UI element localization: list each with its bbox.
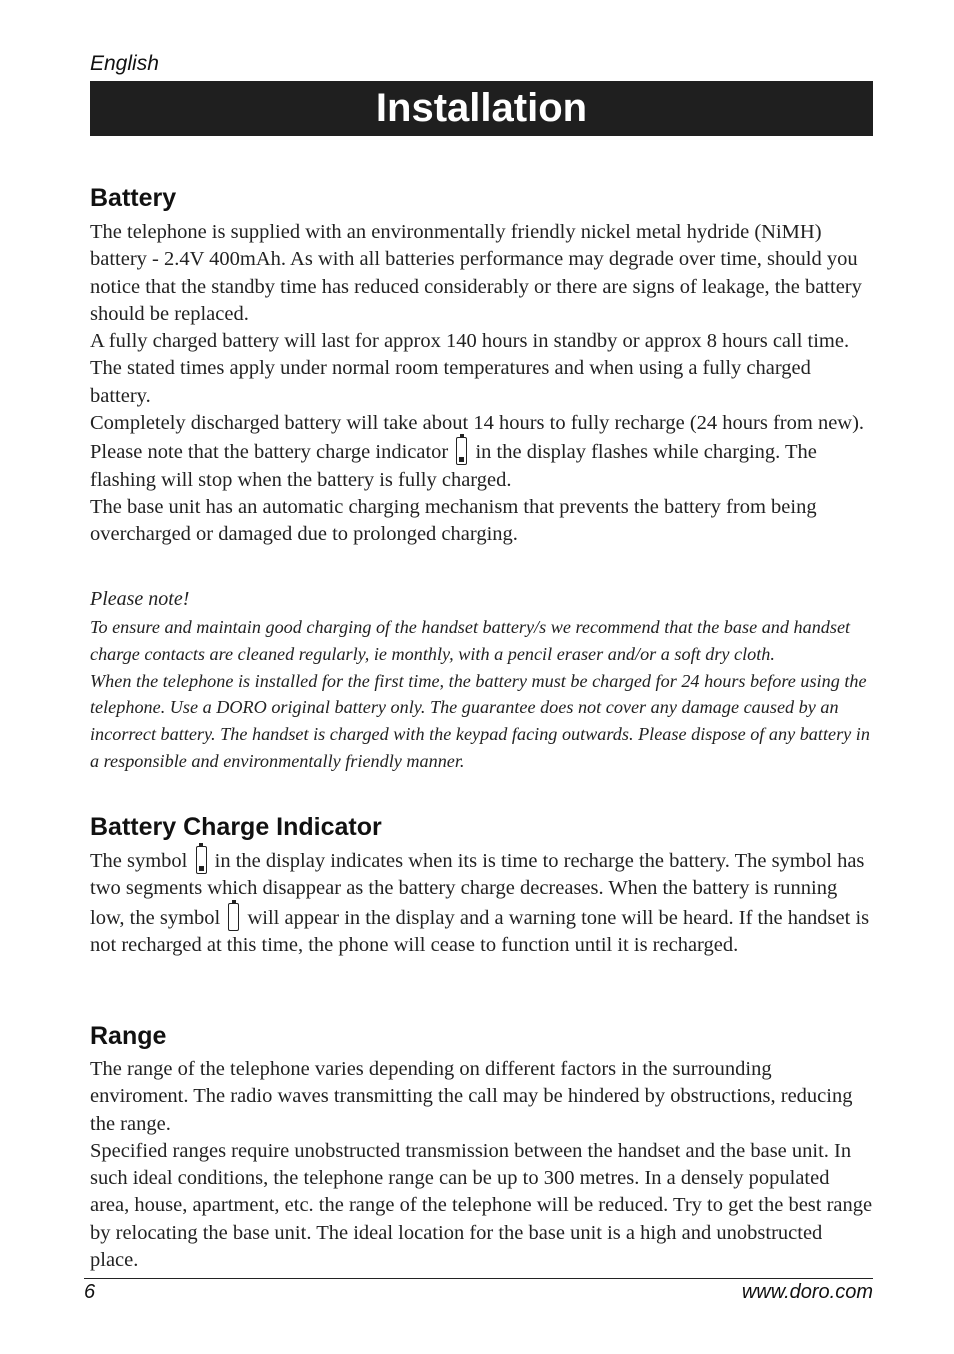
page-number: 6 xyxy=(84,1281,96,1303)
battery-paragraph: Completely discharged battery will take about 14 hours to fully recharge (24 hours from new). xyxy=(90,412,865,435)
note-section xyxy=(90,614,880,775)
indicator-paragraph: The symbol in the display indicates when its is time to recharge the battery. The symbol has two segments which disappear as the battery charge decreases. When the battery is running low, the symbol will appear in the display and a warning tone will be heard. If the handset is not recharged at this time, the phone will cease to function until it is recharged. xyxy=(90,846,873,959)
indicator-heading: Battery Charge Indicator xyxy=(90,813,382,841)
language-label: English xyxy=(90,52,159,75)
note-paragraph: To ensure and maintain good charging of the handset battery/s we recommend that the base and handset charge contacts are cleaned regularly, ie monthly, with a pencil eraser and/or a soft dry cloth. xyxy=(90,617,851,664)
website-link: www.doro.com xyxy=(741,1281,873,1303)
range-section xyxy=(90,1056,873,1274)
battery-paragraph: A fully charged battery will last for approx 140 hours in standby or approx 8 hours call time. The stated times apply under normal room temperatures and when using a fully charged battery. xyxy=(90,330,850,407)
battery-empty-icon xyxy=(228,903,239,931)
note-heading: Please note! xyxy=(90,588,190,610)
battery-low-icon xyxy=(456,437,467,465)
page-title: Installation xyxy=(90,81,873,136)
battery-paragraph: The telephone is supplied with an environmentally friendly nickel metal hydride (NiMH) battery - 2.4V 400mAh. As with all batteries performance may degrade over time, should you notice that the standby time has reduced considerably or there are signs of leakage, the battery should be replaced. xyxy=(90,221,862,325)
battery-heading: Battery xyxy=(90,184,177,212)
footer-divider xyxy=(84,1278,873,1279)
note-paragraph: When the telephone is installed for the first time, the battery must be charged for 24 hours before using the telephone. Use a DORO original battery only. The guarantee does not cover any damage caused by an incorrect battery. The handset is charged with the keypad facing outwards. Please dispose of any battery in a responsible and environmentally friendly manner. xyxy=(90,670,870,771)
indicator-section xyxy=(90,846,873,959)
battery-low-icon xyxy=(196,846,207,874)
range-paragraph: The range of the telephone varies depending on different factors in the surrounding enviroment. The radio waves transmitting the call may be hindered by obstructions, reducing the range. xyxy=(90,1058,853,1135)
battery-paragraph: The base unit has an automatic charging mechanism that prevents the battery from being overcharged or damaged due to prolonged charging. xyxy=(90,495,817,546)
battery-section xyxy=(90,219,873,549)
range-heading: Range xyxy=(90,1022,167,1050)
range-paragraph: Specified ranges require unobstructed transmission between the handset and the base unit. In such ideal conditions, the telephone range can be up to 300 metres. In a densely populated area, house, apartment, etc. the range of the telephone will be reduced. Try to get the best range by relocating the base unit. The ideal location for the base unit is a high and unobstructed place. xyxy=(90,1139,873,1272)
battery-paragraph: Please note that the battery charge indicator in the display flashes while charging. The flashing will stop when the battery is fully charged. xyxy=(90,437,873,494)
